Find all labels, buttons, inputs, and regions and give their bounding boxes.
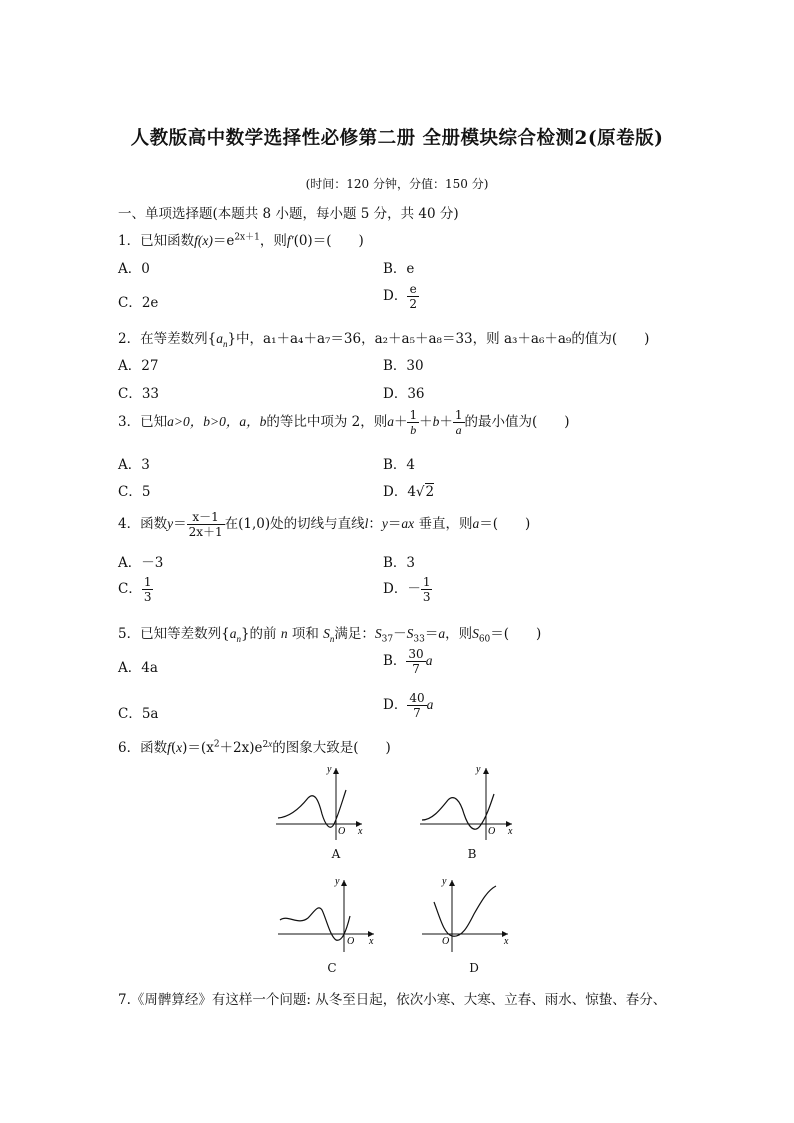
q2-option-b: B．30 — [383, 358, 424, 374]
svg-text:y: y — [476, 764, 481, 775]
q2-option-c: C．33 — [118, 386, 160, 402]
q3-option-c: C．5 — [118, 484, 151, 500]
question-1: 1．已知函数$f(x)=e^{2x+1}$，则f′(0)＝( ) — [118, 232, 364, 249]
exam-info: (时间：120 分钟，分值：150 分) — [305, 177, 489, 191]
svg-text:O: O — [338, 826, 346, 837]
graph-a — [270, 762, 370, 842]
q1-option-b: B．e — [383, 261, 415, 277]
graph-b — [414, 762, 520, 842]
section-heading: 一、单项选择题(本题共 8 小题，每小题 5 分，共 40 分) — [118, 206, 459, 222]
q4-option-c: C． $\frac{1}{3}$ — [118, 575, 152, 604]
q1-option-c: C．2e — [118, 295, 159, 311]
q3-option-a: A．3 — [118, 457, 150, 473]
question-3: 3．已知a>0，b>0，a，b的等比中项为 2，则a＋ $\frac{1}{b}$ ＋b＋ $\frac{1}{a}$ 的最小值为( ) — [118, 408, 570, 437]
graph-d — [416, 874, 516, 954]
graph-d-label: D — [469, 961, 479, 975]
svg-text:x: x — [508, 826, 513, 837]
q5-option-c: C．5a — [118, 706, 159, 722]
q3-option-d: D．4√2 — [383, 484, 435, 500]
q2-option-a: A．27 — [118, 358, 159, 374]
q3-option-b: B．4 — [383, 457, 416, 473]
q5-option-d: D． $\frac{40}{7}$ a — [383, 691, 434, 720]
svg-text:y: y — [335, 876, 340, 887]
q4-option-b: B．3 — [383, 555, 416, 571]
svg-text:O: O — [347, 936, 355, 947]
svg-text:x: x — [504, 936, 509, 947]
graph-a-label: A — [331, 847, 341, 861]
graph-c — [272, 874, 382, 954]
svg-text:y: y — [327, 764, 332, 775]
graph-b-label: B — [467, 847, 477, 861]
graph-c-label: C — [327, 961, 337, 975]
svg-text:x: x — [369, 936, 374, 947]
q4-option-a: A．－3 — [118, 555, 164, 571]
question-4: 4．函数y＝ $\frac{x-1}{2x+1}$ 在(1,0)处的切线与直线l：y＝ax 垂直，则a＝( ) — [118, 510, 531, 539]
svg-text:O: O — [488, 826, 496, 837]
question-2: 2．在等差数列$\{a_n\}$中，a₁＋a₄＋a₇＝36，a₂＋a₅＋a₈＝33，则 a₃＋a₆＋a₉的值为( ) — [118, 331, 650, 349]
q1-option-d: D． $\frac{e}{2}$ — [383, 282, 417, 311]
svg-text:y: y — [442, 876, 447, 887]
q5-option-a: A．4a — [118, 660, 158, 676]
page-title: 人教版高中数学选择性必修第二册 全册模块综合检测2(原卷版) — [130, 128, 664, 149]
q1-option-a: A．0 — [118, 261, 150, 277]
question-5: 5．已知等差数列$\{a_n\}$的前 n 项和 $S_n$满足：$S_{37}-S_{33}=a$，则$S_{60}=$( ) — [118, 626, 542, 645]
question-7: 7.《周髀算经》有这样一个问题: 从冬至日起，依次小寒、大寒、立春、雨水、惊蛰、春分、 — [118, 992, 667, 1008]
q5-option-b: B． $\frac{30}{7}$ a — [383, 647, 433, 676]
question-6: 6．函数$f(x)=(x^2+2x)e^{2x}$的图象大致是( ) — [118, 738, 391, 756]
svg-text:x: x — [358, 826, 363, 837]
q4-option-d: D．－ $\frac{1}{3}$ — [383, 575, 431, 604]
q2-option-d: D．36 — [383, 386, 425, 402]
svg-text:O: O — [442, 936, 450, 947]
